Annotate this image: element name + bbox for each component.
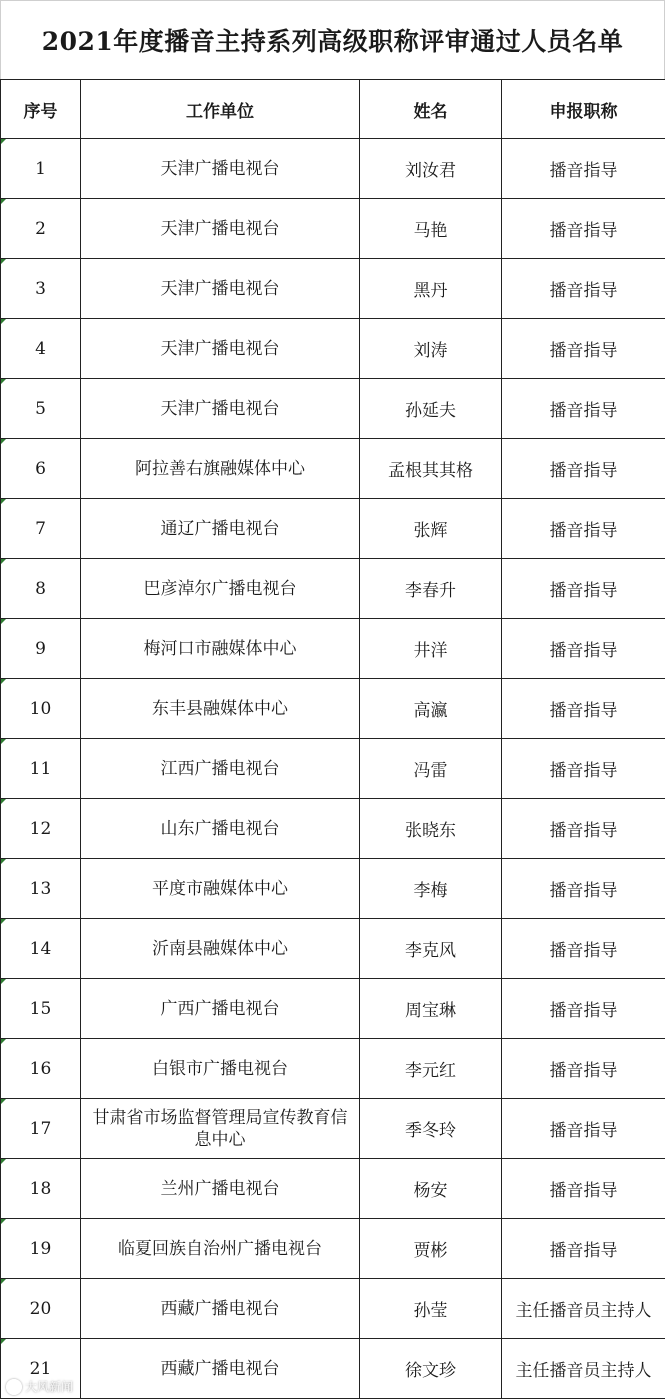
cell-title: 播音指导: [502, 799, 665, 859]
cell-index: 9: [1, 619, 81, 679]
cell-name: 张晓东: [360, 799, 502, 859]
cell-title: 播音指导: [502, 1039, 665, 1099]
cell-index: 18: [1, 1159, 81, 1219]
cell-title: 播音指导: [502, 319, 665, 379]
cell-name: 孙莹: [360, 1279, 502, 1339]
cell-title: 播音指导: [502, 559, 665, 619]
cell-index: 2: [1, 199, 81, 259]
table-row: [1, 319, 665, 379]
cell-unit: 天津广播电视台: [81, 259, 360, 319]
cell-unit: 沂南县融媒体中心: [81, 919, 360, 979]
cell-name: 刘汝君: [360, 139, 502, 199]
cell-unit: 甘肃省市场监督管理局宣传教育信息中心: [81, 1099, 360, 1159]
cell-unit: 通辽广播电视台: [81, 499, 360, 559]
cell-title: 播音指导: [502, 1099, 665, 1159]
cell-unit: 天津广播电视台: [81, 139, 360, 199]
table-row: [1, 139, 665, 199]
table-header-row: [1, 80, 665, 139]
table-row: [1, 1279, 665, 1339]
page-title: 2021年度播音主持系列高级职称评审通过人员名单: [0, 0, 665, 79]
table-row: [1, 199, 665, 259]
cell-title: 主任播音员主持人: [502, 1339, 665, 1399]
cell-unit: 平度市融媒体中心: [81, 859, 360, 919]
table-row: [1, 1339, 665, 1399]
cell-index: 13: [1, 859, 81, 919]
cell-unit: 西藏广播电视台: [81, 1339, 360, 1399]
table-row: [1, 619, 665, 679]
header-title: 申报职称: [502, 80, 665, 139]
cell-name: 马艳: [360, 199, 502, 259]
cell-unit: 广西广播电视台: [81, 979, 360, 1039]
cell-unit: 天津广播电视台: [81, 319, 360, 379]
cell-index: 4: [1, 319, 81, 379]
cell-name: 刘涛: [360, 319, 502, 379]
cell-index: 16: [1, 1039, 81, 1099]
cell-title: 播音指导: [502, 139, 665, 199]
table-row: [1, 739, 665, 799]
cell-name: 孟根其其格: [360, 439, 502, 499]
cell-index: 14: [1, 919, 81, 979]
table-row: [1, 859, 665, 919]
cell-name: 贾彬: [360, 1219, 502, 1279]
cell-unit: 天津广播电视台: [81, 379, 360, 439]
cell-name: 周宝琳: [360, 979, 502, 1039]
cell-unit: 西藏广播电视台: [81, 1279, 360, 1339]
table-row: [1, 379, 665, 439]
cell-title: 播音指导: [502, 739, 665, 799]
header-index: 序号: [1, 80, 81, 139]
cell-unit: 白银市广播电视台: [81, 1039, 360, 1099]
table-row: [1, 1159, 665, 1219]
cell-unit: 兰州广播电视台: [81, 1159, 360, 1219]
cell-unit: 梅河口市融媒体中心: [81, 619, 360, 679]
table-row: [1, 439, 665, 499]
table-row: [1, 799, 665, 859]
cell-unit: 山东广播电视台: [81, 799, 360, 859]
cell-name: 李元红: [360, 1039, 502, 1099]
header-unit: 工作单位: [81, 80, 360, 139]
cell-index: 19: [1, 1219, 81, 1279]
cell-index: 11: [1, 739, 81, 799]
cell-index: 8: [1, 559, 81, 619]
cell-unit: 江西广播电视台: [81, 739, 360, 799]
cell-unit: 巴彦淖尔广播电视台: [81, 559, 360, 619]
cell-name: 李春升: [360, 559, 502, 619]
cell-name: 孙延夫: [360, 379, 502, 439]
cell-name: 徐文珍: [360, 1339, 502, 1399]
cell-title: 播音指导: [502, 859, 665, 919]
cell-name: 冯雷: [360, 739, 502, 799]
cell-index: 3: [1, 259, 81, 319]
cell-index: 17: [1, 1099, 81, 1159]
cell-title: 播音指导: [502, 199, 665, 259]
cell-unit: 天津广播电视台: [81, 199, 360, 259]
table-row: [1, 979, 665, 1039]
table-row: [1, 499, 665, 559]
cell-index: 21: [1, 1339, 81, 1399]
cell-title: 播音指导: [502, 679, 665, 739]
cell-name: 黑丹: [360, 259, 502, 319]
cell-index: 20: [1, 1279, 81, 1339]
cell-name: 杨安: [360, 1159, 502, 1219]
table-row: [1, 259, 665, 319]
cell-name: 高瀛: [360, 679, 502, 739]
cell-title: 播音指导: [502, 259, 665, 319]
table-row: [1, 919, 665, 979]
watermark: [6, 1378, 73, 1395]
cell-name: 李克风: [360, 919, 502, 979]
cell-name: 张辉: [360, 499, 502, 559]
cell-index: 10: [1, 679, 81, 739]
cell-title: 播音指导: [502, 1219, 665, 1279]
cell-title: 播音指导: [502, 439, 665, 499]
cell-index: 7: [1, 499, 81, 559]
cell-unit: 东丰县融媒体中心: [81, 679, 360, 739]
table-row: [1, 1219, 665, 1279]
cell-title: 播音指导: [502, 979, 665, 1039]
cell-name: 李梅: [360, 859, 502, 919]
personnel-table: [0, 79, 665, 1399]
cell-title: 播音指导: [502, 1159, 665, 1219]
cell-unit: 阿拉善右旗融媒体中心: [81, 439, 360, 499]
cell-title: 播音指导: [502, 919, 665, 979]
table-row: [1, 679, 665, 739]
cell-name: 井洋: [360, 619, 502, 679]
cell-title: 播音指导: [502, 619, 665, 679]
cell-title: 播音指导: [502, 379, 665, 439]
cell-name: 季冬玲: [360, 1099, 502, 1159]
cell-index: 5: [1, 379, 81, 439]
cell-unit: 临夏回族自治州广播电视台: [81, 1219, 360, 1279]
header-name: 姓名: [360, 80, 502, 139]
table-row: [1, 1039, 665, 1099]
cell-index: 6: [1, 439, 81, 499]
cell-title: 播音指导: [502, 499, 665, 559]
cell-title: 主任播音员主持人: [502, 1279, 665, 1339]
table-row: [1, 559, 665, 619]
cell-index: 1: [1, 139, 81, 199]
watermark-logo-icon: [6, 1379, 22, 1395]
cell-index: 12: [1, 799, 81, 859]
cell-index: 15: [1, 979, 81, 1039]
table-row: [1, 1099, 665, 1159]
watermark-text: 大风新闻: [25, 1380, 74, 1394]
